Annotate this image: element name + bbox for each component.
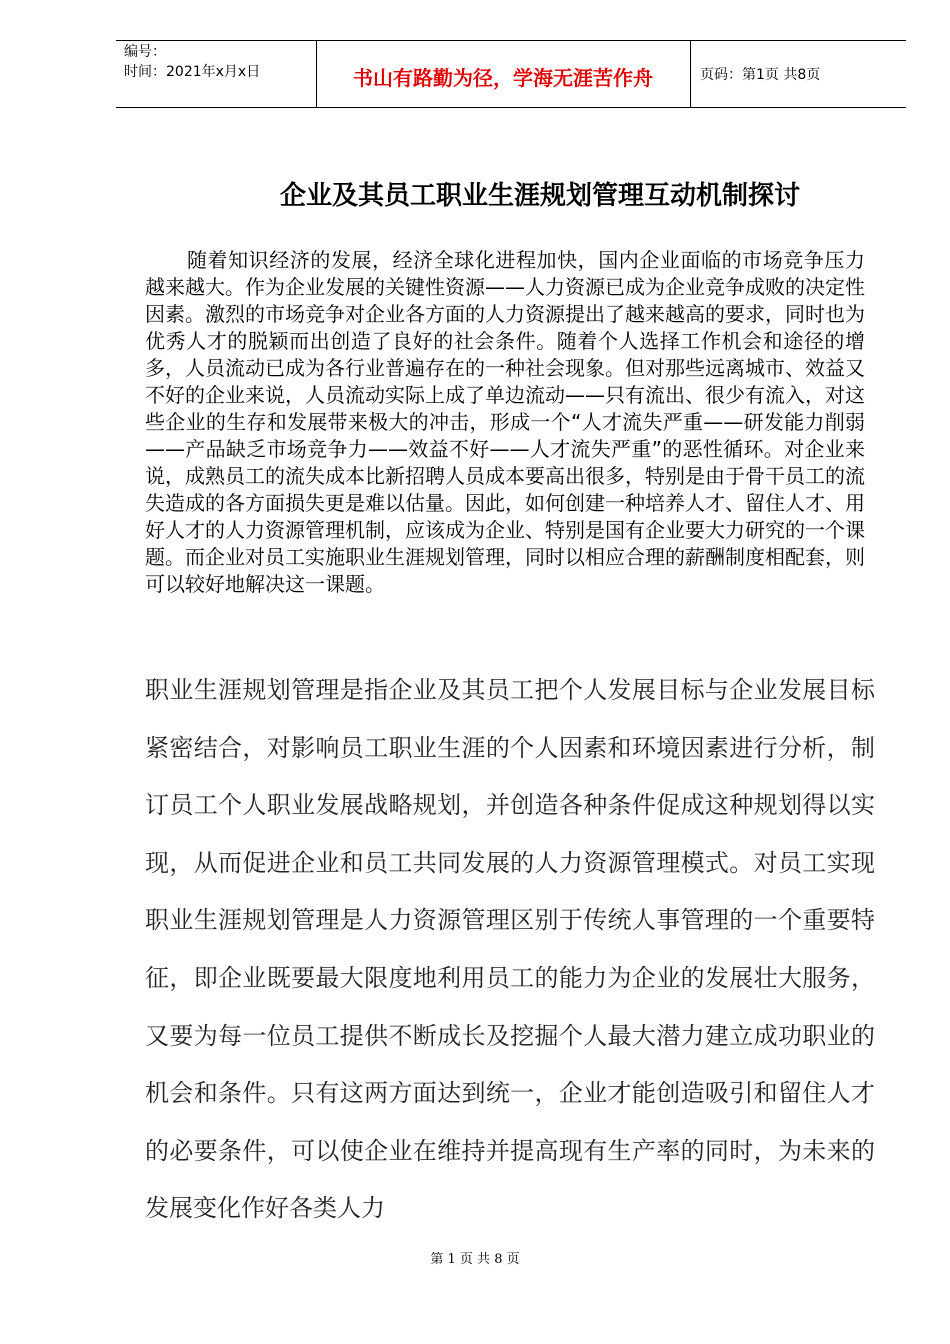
footer-page-number: 第 1 页 共 8 页	[430, 1252, 520, 1267]
header-page-info: 页码：第1页 共8页	[700, 67, 821, 83]
paragraph-intro: 随着知识经济的发展，经济全球化进程加快，国内企业面临的市场竞争压力越来越大。作为企业发展的关键性资源——人力资源已成为企业竞争成败的决定性因素。激烈的市场竞争对企业各方面的人力资源提出了越来越高的要求，同时也为优秀人才的脱颖而出创造了良好的社会条件。随着个人选择工作机会和途径的增多，人员流动已成为各行业普遍存在的一种社会现象。但对那些远离城市、效益又不好的企业来说，人员流动实际上成了单边流动——只有流出、很少有流入，对这些企业的生存和发展带来极大的冲击，形成一个“人才流失严重——研发能力削弱——产品缺乏市场竞争力——效益不好——人才流失严重”的恶性循环。对企业来说，成熟员工的流失成本比新招聘人员成本要高出很多，特别是由于骨干员工的流失造成的各方面损失更是难以估量。因此，如何创建一种培养人才、留住人才、用好人才的人力资源管理机制，应该成为企业、特别是国有企业要大力研究的一个课题。而企业对员工实施职业生涯规划管理，同时以相应合理的薪酬制度相配套，则可以较好地解决这一课题。	[145, 248, 865, 596]
paragraph-body: 职业生涯规划管理是指企业及其员工把个人发展目标与企业发展目标紧密结合，对影响员工职业生涯的个人因素和环境因素进行分析，制订员工个人职业发展战略规划，并创造各种条件促成这种规划得以实现，从而促进企业和员工共同发展的人力资源管理模式。对员工实现职业生涯规划管理是人力资源管理区别于传统人事管理的一个重要特征，即企业既要最大限度地利用员工的能力为企业的发展壮大服务，又要为每一位员工提供不断成长及挖掘个人最大潜力建立成功职业的机会和条件。只有这两方面达到统一，企业才能创造吸引和留住人才的必要条件，可以使企业在维持并提高现有生产率的同时，为未来的发展变化作好各类人力	[145, 676, 875, 1223]
header-top-rule	[116, 40, 906, 41]
header-meta	[124, 42, 260, 82]
header-time-label: 时间：2021年x月x日	[124, 64, 261, 80]
header-motto: 书山有路勤为径，学海无涯苦作舟	[353, 66, 653, 90]
header-bottom-rule	[116, 107, 906, 108]
header-id-label: 编号：	[124, 44, 166, 60]
document-title: 企业及其员工职业生涯规划管理互动机制探讨	[279, 181, 800, 211]
header-divider-right	[690, 40, 691, 107]
